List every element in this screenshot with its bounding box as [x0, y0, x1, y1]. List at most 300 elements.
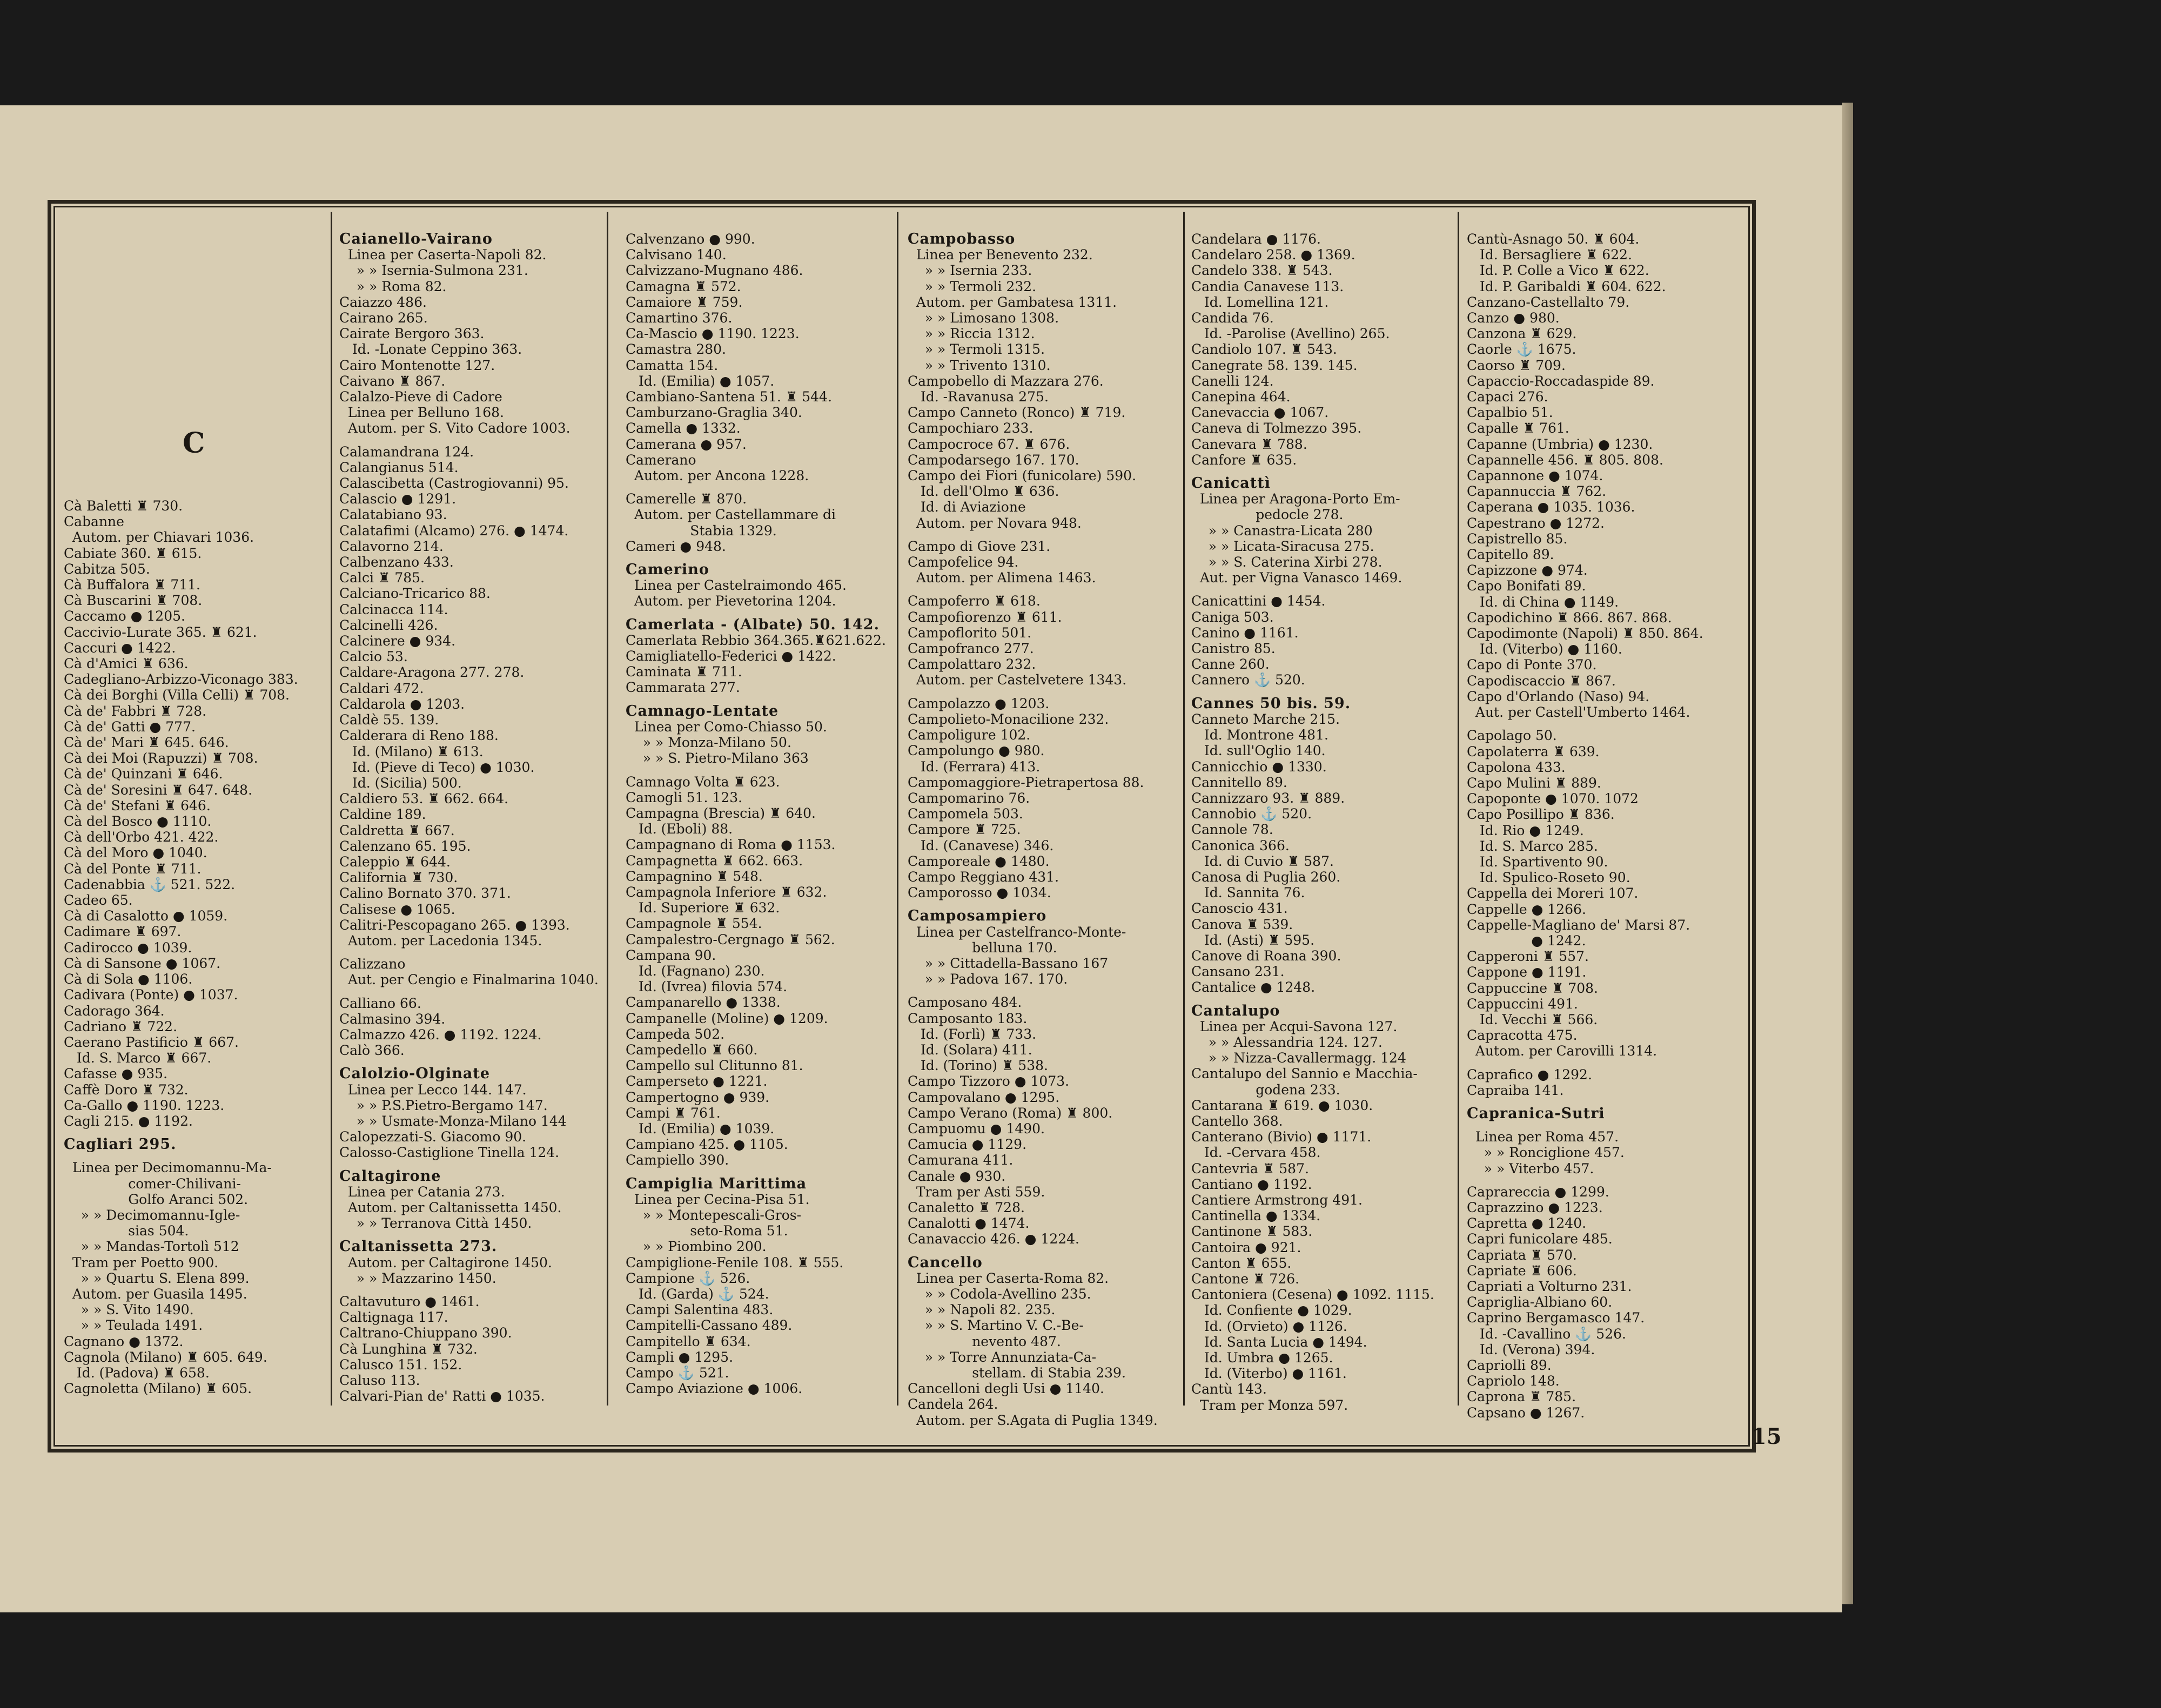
index-entry: Cabitza 505.: [64, 561, 150, 577]
index-entry: Id. (Garda) ⚓ 524.: [626, 1286, 769, 1302]
index-entry: Cantiano ● 1192.: [1191, 1176, 1312, 1192]
index-entry: Campagnino ♜ 548.: [626, 868, 763, 884]
index-column-1: [64, 498, 327, 1708]
index-entry: Canosa di Puglia 260.: [1191, 869, 1341, 885]
index-entry: Id. Santa Lucia ● 1494.: [1191, 1334, 1367, 1350]
index-entry: » » Trivento 1310.: [908, 357, 1051, 373]
index-entry: Caminata ♜ 711.: [626, 664, 742, 680]
index-entry: Canne 260.: [1191, 656, 1270, 673]
index-entry: Capanne (Umbria) ● 1230.: [1467, 436, 1653, 452]
index-entry: Camella ● 1332.: [626, 420, 741, 436]
index-entry: Id. di Cuvio ♜ 587.: [1191, 853, 1334, 869]
index-entry: Campolieto-Monacilione 232.: [908, 711, 1109, 727]
index-entry: Id. (Verona) 394.: [1467, 1341, 1595, 1357]
index-entry: Campo Aviazione ● 1006.: [626, 1381, 803, 1397]
index-entry: Capo di Ponte 370.: [1467, 657, 1597, 673]
index-entry: Cabanne: [64, 514, 124, 530]
index-entry: Campitello ♜ 634.: [626, 1333, 751, 1349]
index-entry: Id. (Solara) 411.: [908, 1041, 1032, 1058]
index-entry: Id. Bersagliere ♜ 622.: [1467, 247, 1632, 263]
index-entry: Capraiba 141.: [1467, 1082, 1564, 1098]
index-entry: Autom. per S. Vito Cadore 1003.: [339, 420, 571, 436]
spacer: [64, 1129, 327, 1137]
spacer: [339, 436, 605, 444]
spacer: [626, 483, 895, 491]
index-entry: Calatabiano 93.: [339, 507, 447, 523]
index-entry: » » Codola-Avellino 235.: [908, 1286, 1091, 1302]
index-entry: Campoflorito 501.: [908, 624, 1032, 641]
index-entry: Canicattini ● 1454.: [1191, 593, 1326, 609]
spacer: [1467, 720, 1742, 728]
index-entry: Cà d'Amici ♜ 636.: [64, 656, 189, 672]
index-entry: Camerelle ♜ 870.: [626, 491, 747, 507]
index-entry: Cannobio ⚓ 520.: [1191, 806, 1312, 822]
index-entry: Calvari-Pian de' Ratti ● 1035.: [339, 1388, 545, 1404]
index-entry: Caiazzo 486.: [339, 294, 427, 310]
index-entry: Autom. per Lacedonia 1345.: [339, 932, 542, 949]
index-entry: Capo Bonifati 89.: [1467, 578, 1586, 594]
index-entry: Capriate ♜ 606.: [1467, 1262, 1577, 1279]
index-entry: Calitri-Pescopagano 265. ● 1393.: [339, 917, 570, 933]
index-entry: Cantinella ● 1334.: [1191, 1208, 1321, 1224]
index-entry: Calavorno 214.: [339, 538, 444, 554]
index-entry: Cagnola (Milano) ♜ 605. 649.: [64, 1349, 267, 1365]
index-entry: » » Termoli 1315.: [908, 341, 1045, 358]
index-entry: Canton ♜ 655.: [1191, 1255, 1292, 1271]
index-entry: Campodarsego 167. 170.: [908, 452, 1079, 468]
spacer: [626, 766, 895, 774]
index-entry: » » Ronciglione 457.: [1467, 1145, 1625, 1161]
index-entry: Calangianus 514.: [339, 459, 459, 475]
index-entry: Id. -Ravanusa 275.: [908, 389, 1049, 405]
spacer: [1467, 1176, 1742, 1184]
index-entry: Aut. per Vigna Vanasco 1469.: [1191, 570, 1402, 586]
index-entry: Calisese ● 1065.: [339, 901, 455, 917]
index-entry: Cantoira ● 921.: [1191, 1239, 1301, 1255]
index-entry: Linea per Benevento 232.: [908, 247, 1093, 263]
index-entry: Id. Vecchi ♜ 566.: [1467, 1011, 1598, 1027]
index-entry: Capolago 50.: [1467, 728, 1557, 744]
index-entry: Calalzo-Pieve di Cadore: [339, 389, 502, 405]
index-entry: Id. -Parolise (Avellino) 265.: [1191, 326, 1390, 342]
index-entry: Calvenzano ● 990.: [626, 231, 755, 247]
index-entry: Camartino 376.: [626, 310, 733, 326]
index-entry: comer-Chilivani-: [64, 1175, 241, 1192]
spacer: [1467, 1121, 1742, 1129]
index-entry: Capaccio-Roccadaspide 89.: [1467, 373, 1655, 389]
index-entry: Cagli 215. ● 1192.: [64, 1113, 193, 1129]
index-column-3: [626, 231, 895, 1441]
index-entry: Id. Umbra ● 1265.: [1191, 1350, 1333, 1366]
index-entry: Capolona 433.: [1467, 759, 1566, 775]
index-entry: Cameri ● 948.: [626, 538, 726, 554]
index-entry: Campione ⚓ 526.: [626, 1270, 750, 1286]
index-entry: Camastra 280.: [626, 341, 726, 358]
index-entry: Canepina 464.: [1191, 389, 1291, 405]
index-entry: Id. (Sicilia) 500.: [339, 775, 462, 791]
index-entry: Linea per Roma 457.: [1467, 1129, 1619, 1145]
index-entry: Cà di Sola ● 1106.: [64, 971, 193, 987]
index-entry: Camposanto 183.: [908, 1010, 1028, 1026]
index-entry: Id. (Viterbo) ● 1161.: [1191, 1366, 1347, 1382]
index-entry: Canneto Marche 215.: [1191, 711, 1340, 727]
index-entry: Cappuccini 491.: [1467, 996, 1578, 1012]
index-entry: Campiano 425. ● 1105.: [626, 1137, 788, 1153]
index-entry: Camburzano-Graglia 340.: [626, 405, 802, 421]
spacer: [339, 949, 605, 956]
index-entry: Canalotti ● 1474.: [908, 1215, 1030, 1232]
index-column-4: [908, 231, 1181, 1441]
index-entry: Camaiore ♜ 759.: [626, 294, 743, 310]
index-entry: Cannizzaro 93. ♜ 889.: [1191, 790, 1345, 806]
index-entry: Cà de' Stefani ♜ 646.: [64, 797, 211, 813]
index-entry: Canegrate 58. 139. 145.: [1191, 357, 1358, 373]
spacer: [626, 1168, 895, 1176]
index-entry: » » Limosano 1308.: [908, 310, 1059, 326]
spacer: [339, 1161, 605, 1168]
index-entry: Camporosso ● 1034.: [908, 885, 1051, 901]
index-entry: Candelara ● 1176.: [1191, 231, 1321, 247]
index-entry: pedocle 278.: [1191, 507, 1344, 523]
index-entry: Id. Spartivento 90.: [1467, 853, 1608, 870]
index-entry: Caivano ♜ 867.: [339, 373, 446, 389]
index-entry: belluna 170.: [908, 939, 1057, 956]
index-entry: Id. (Pieve di Teco) ● 1030.: [339, 759, 535, 775]
index-entry: Id. Rio ● 1249.: [1467, 822, 1584, 838]
index-entry: Calopezzati-S. Giacomo 90.: [339, 1129, 527, 1145]
index-column-6: [1467, 231, 1742, 1441]
index-entry: Id. (Forlì) ♜ 733.: [908, 1026, 1037, 1042]
column-rule: [331, 212, 332, 1406]
index-entry: Id. S. Marco ♜ 667.: [64, 1050, 212, 1066]
index-entry: Campiglione-Fenile 108. ♜ 555.: [626, 1254, 844, 1270]
index-entry: Autom. per Caltagirone 1450.: [339, 1254, 552, 1270]
index-entry: Caltavuturo ● 1461.: [339, 1294, 480, 1309]
index-entry: Cairate Bergoro 363.: [339, 326, 485, 342]
section-heading: Calolzio-Olginate: [339, 1065, 490, 1082]
index-entry: Cà dell'Orbo 421. 422.: [64, 829, 219, 845]
spacer: [908, 987, 1181, 994]
index-entry: Calmasino 394.: [339, 1011, 446, 1027]
index-entry: Calusco 151. 152.: [339, 1356, 462, 1373]
index-entry: Campo Verano (Roma) ♜ 800.: [908, 1105, 1113, 1121]
index-entry: Campofranco 277.: [908, 641, 1034, 657]
index-entry: » » Nizza-Cavallermagg. 124: [1191, 1050, 1406, 1066]
index-entry: Id. -Lonate Ceppino 363.: [339, 341, 522, 358]
index-entry: Cà de' Fabbri ♜ 728.: [64, 703, 207, 719]
index-entry: Capalbio 51.: [1467, 405, 1553, 421]
index-entry: Campeda 502.: [626, 1026, 725, 1042]
index-entry: Capriolo 148.: [1467, 1373, 1560, 1389]
index-entry: Campello sul Clitunno 81.: [626, 1058, 803, 1074]
index-entry: Autom. per Carovilli 1314.: [1467, 1043, 1657, 1059]
index-column-2: [339, 231, 605, 1441]
index-entry: Caltrano-Chiuppano 390.: [339, 1325, 512, 1341]
index-entry: Caccivio-Lurate 365. ♜ 621.: [64, 624, 257, 640]
index-entry: Capperoni ♜ 557.: [1467, 949, 1589, 965]
index-entry: Canonica 366.: [1191, 837, 1290, 853]
index-entry: Id. -Cervara 458.: [1191, 1145, 1321, 1161]
index-entry: Linea per Cecina-Pisa 51.: [626, 1191, 810, 1207]
index-entry: Cà del Bosco ● 1110.: [64, 813, 212, 830]
index-entry: Canzano-Castellalto 79.: [1467, 294, 1630, 310]
index-entry: Capoponte ● 1070. 1072: [1467, 791, 1639, 807]
index-entry: Campovalano ● 1295.: [908, 1089, 1060, 1105]
index-entry: » » Montepescali-Gros-: [626, 1207, 802, 1223]
index-entry: Cà di Casalotto ● 1059.: [64, 908, 228, 924]
index-entry: Id. (Orvieto) ● 1126.: [1191, 1318, 1347, 1334]
index-entry: sias 504.: [64, 1223, 189, 1239]
index-entry: Canino ● 1161.: [1191, 624, 1299, 641]
index-entry: Campomaggiore-Pietrapertosa 88.: [908, 774, 1144, 790]
index-entry: Caorso ♜ 709.: [1467, 357, 1566, 373]
index-entry: Campofelice 94.: [908, 554, 1019, 570]
index-entry: Autom. per S.Agata di Puglia 1349.: [908, 1412, 1158, 1428]
index-entry: Id. (Emilia) ● 1057.: [626, 373, 775, 389]
index-entry: Autom. per Pievetorina 1204.: [626, 593, 836, 609]
index-entry: Cà dei Moi (Rapuzzi) ♜ 708.: [64, 750, 258, 766]
index-entry: Id. P. Garibaldi ♜ 604. 622.: [1467, 278, 1666, 294]
index-entry: Camposano 484.: [908, 994, 1022, 1011]
index-entry: Cadimare ♜ 697.: [64, 924, 182, 940]
index-entry: Caldine 189.: [339, 806, 426, 823]
index-entry: Tram per Asti 559.: [908, 1184, 1045, 1200]
index-entry: Cà de' Quinzani ♜ 646.: [64, 766, 223, 782]
index-entry: Cagnoletta (Milano) ♜ 605.: [64, 1381, 252, 1397]
index-entry: Camerano: [626, 452, 696, 468]
index-entry: Calamandrana 124.: [339, 443, 474, 460]
index-entry: Caprino Bergamasco 147.: [1467, 1310, 1645, 1326]
index-entry: Capistrello 85.: [1467, 530, 1568, 547]
index-entry: Canistro 85.: [1191, 641, 1276, 657]
index-entry: Caprazzino ● 1223.: [1467, 1199, 1603, 1215]
index-entry: nevento 487.: [908, 1333, 1061, 1349]
index-entry: » » Piombino 200.: [626, 1239, 767, 1255]
index-entry: Campomela 503.: [908, 806, 1023, 822]
spacer: [1467, 1059, 1742, 1067]
section-heading: Camerino: [626, 561, 709, 579]
index-entry: » » Licata-Siracusa 275.: [1191, 538, 1374, 554]
section-letter: C: [183, 427, 205, 460]
index-entry: » » S. Pietro-Milano 363: [626, 750, 809, 766]
index-entry: » » Cittadella-Bassano 167: [908, 955, 1109, 971]
index-entry: Cantarana ♜ 619. ● 1030.: [1191, 1097, 1373, 1113]
section-heading: Camposampiero: [908, 907, 1047, 925]
index-entry: Cantevria ♜ 587.: [1191, 1160, 1309, 1176]
index-entry: Cannitello 89.: [1191, 774, 1287, 790]
index-entry: Id. (Torino) ♜ 538.: [908, 1058, 1048, 1074]
spacer: [1191, 688, 1456, 696]
index-entry: Id. Superiore ♜ 632.: [626, 900, 780, 916]
index-entry: Autom. per Caltanissetta 1450.: [339, 1199, 562, 1215]
index-entry: Cantello 368.: [1191, 1113, 1283, 1129]
index-entry: Autom. per Castelvetere 1343.: [908, 672, 1127, 688]
index-entry: Candia Canavese 113.: [1191, 278, 1344, 294]
index-entry: Cappella dei Moreri 107.: [1467, 885, 1639, 902]
index-entry: Campo dei Fiori (funicolare) 590.: [908, 468, 1137, 484]
index-entry: Cà Lunghina ♜ 732.: [339, 1341, 478, 1357]
index-entry: Capannuccia ♜ 762.: [1467, 483, 1607, 500]
index-entry: Caluso 113.: [339, 1373, 420, 1389]
index-entry: Campore ♜ 725.: [908, 822, 1021, 838]
index-entry: Aut. per Cengio e Finalmarina 1040.: [339, 972, 599, 988]
index-entry: Cà Buffalora ♜ 711.: [64, 577, 200, 593]
index-entry: Capalle ♜ 761.: [1467, 420, 1569, 436]
index-entry: Campagnole ♜ 554.: [626, 916, 762, 932]
index-entry: » » P.S.Pietro-Bergamo 147.: [339, 1097, 548, 1113]
index-entry: Golfo Aranci 502.: [64, 1191, 249, 1207]
index-entry: Cagnano ● 1372.: [64, 1333, 184, 1349]
index-entry: Camperseto ● 1221.: [626, 1073, 768, 1090]
index-entry: Caniga 503.: [1191, 609, 1274, 625]
index-entry: Id. Confiente ● 1029.: [1191, 1302, 1352, 1319]
index-entry: » » Canastra-Licata 280: [1191, 522, 1373, 539]
spacer: [626, 609, 895, 617]
index-entry: Campolattaro 232.: [908, 656, 1036, 673]
index-entry: Cancelloni degli Usi ● 1140.: [908, 1381, 1104, 1397]
section-heading: Campiglia Marittima: [626, 1175, 807, 1192]
index-entry: Calbenzano 433.: [339, 554, 454, 570]
index-entry: Cantù 143.: [1191, 1381, 1267, 1397]
index-entry: Autom. per Alimena 1463.: [908, 570, 1096, 586]
index-entry: Cantinone ♜ 583.: [1191, 1223, 1313, 1240]
spacer: [908, 1247, 1181, 1255]
spacer: [908, 900, 1181, 908]
index-entry: Camporeale ● 1480.: [908, 853, 1050, 869]
index-entry: Campoferro ♜ 618.: [908, 593, 1041, 609]
index-entry: Capodichino ♜ 866. 867. 868.: [1467, 609, 1672, 626]
index-entry: Campi Salentina 483.: [626, 1302, 774, 1318]
index-entry: Cairano 265.: [339, 310, 428, 326]
section-heading: Camnago-Lentate: [626, 702, 779, 719]
index-entry: Cà de' Soresini ♜ 647. 648.: [64, 782, 253, 798]
index-entry: Cadenabbia ⚓ 521. 522.: [64, 876, 236, 892]
index-entry: Caldare-Aragona 277. 278.: [339, 664, 525, 681]
index-entry: Canelli 124.: [1191, 373, 1274, 389]
index-entry: Caerano Pastificio ♜ 667.: [64, 1034, 239, 1050]
index-entry: Campagnetta ♜ 662. 663.: [626, 852, 803, 869]
index-entry: Canoscio 431.: [1191, 900, 1288, 917]
section-heading: Caltagirone: [339, 1167, 441, 1185]
index-entry: Canzo ● 980.: [1467, 310, 1560, 326]
index-entry: Cantoniera (Cesena) ● 1092. 1115.: [1191, 1287, 1434, 1303]
index-entry: » » Riccia 1312.: [908, 326, 1035, 342]
index-entry: » » Alessandria 124. 127.: [1191, 1034, 1382, 1050]
index-entry: Cappone ● 1191.: [1467, 964, 1587, 980]
index-entry: Campagnano di Roma ● 1153.: [626, 837, 836, 853]
index-entry: Calenzano 65. 195.: [339, 838, 471, 854]
index-entry: Id. sull'Oglio 140.: [1191, 743, 1326, 759]
index-entry: » » Mandas-Tortolì 512: [64, 1239, 239, 1255]
index-entry: Calmazzo 426. ● 1192. 1224.: [339, 1026, 542, 1043]
index-entry: Autom. per Chiavari 1036.: [64, 529, 254, 546]
index-entry: Calizzano: [339, 956, 406, 972]
index-entry: Linea per Acqui-Savona 127.: [1191, 1018, 1398, 1034]
index-entry: » » Isernia-Sulmona 231.: [339, 263, 528, 279]
index-entry: » » Padova 167. 170.: [908, 971, 1068, 987]
index-entry: Cadivara (Ponte) ● 1037.: [64, 987, 238, 1003]
spacer: [339, 988, 605, 996]
index-entry: Candida 76.: [1191, 310, 1274, 326]
index-entry: Campuomu ● 1490.: [908, 1120, 1045, 1137]
index-entry: Caldiero 53. ♜ 662. 664.: [339, 791, 509, 807]
index-entry: Campanelle (Moline) ● 1209.: [626, 1010, 828, 1026]
index-entry: » » Roma 82.: [339, 278, 447, 294]
spacer: [339, 1058, 605, 1066]
index-entry: Caldarola ● 1203.: [339, 696, 465, 712]
index-entry: Campli ● 1295.: [626, 1349, 734, 1365]
section-heading: Cancello: [908, 1254, 983, 1271]
index-entry: Cabiate 360. ♜ 615.: [64, 545, 202, 561]
index-entry: Campo Tizzoro ● 1073.: [908, 1073, 1070, 1090]
index-entry: » » S. Caterina Xirbi 278.: [1191, 554, 1382, 570]
section-heading: Campobasso: [908, 231, 1016, 247]
index-entry: » » Torre Annunziata-Ca-: [908, 1349, 1097, 1365]
index-entry: Id. (Milano) ♜ 613.: [339, 743, 484, 759]
index-entry: Id. (Asti) ♜ 595.: [1191, 932, 1315, 948]
index-entry: Caleppio ♜ 644.: [339, 853, 451, 870]
index-entry: Autom. per Guasila 1495.: [64, 1286, 247, 1302]
index-entry: Aut. per Castell'Umberto 1464.: [1467, 704, 1690, 721]
index-entry: Cà del Moro ● 1040.: [64, 845, 207, 861]
index-entry: Camatta 154.: [626, 357, 719, 373]
index-entry: Candelaro 258. ● 1369.: [1191, 247, 1355, 263]
index-entry: Cambiano-Santena 51. ♜ 544.: [626, 389, 832, 405]
index-entry: Calatafimi (Alcamo) 276. ● 1474.: [339, 522, 569, 539]
index-entry: Capriata ♜ 570.: [1467, 1247, 1577, 1263]
spacer: [1191, 996, 1456, 1003]
index-entry: Campomarino 76.: [908, 790, 1030, 806]
index-entry: Calliano 66.: [339, 995, 421, 1011]
index-entry: Linea per Decimomannu-Ma-: [64, 1160, 272, 1176]
index-entry: Canevaccia ● 1067.: [1191, 405, 1329, 421]
index-entry: stellam. di Stabia 239.: [908, 1365, 1126, 1381]
index-entry: Cadirocco ● 1039.: [64, 939, 192, 956]
index-entry: Linea per Lecco 144. 147.: [339, 1081, 527, 1098]
index-entry: Canzona ♜ 629.: [1467, 326, 1577, 342]
index-entry: Canterano (Bivio) ● 1171.: [1191, 1129, 1372, 1145]
index-entry: Id. P. Colle a Vico ♜ 622.: [1467, 263, 1649, 279]
index-entry: Capodimonte (Napoli) ♜ 850. 864.: [1467, 626, 1703, 642]
index-entry: Caltignaga 117.: [339, 1309, 448, 1326]
section-heading: Cagliari 295.: [64, 1136, 177, 1153]
index-entry: Id. di China ● 1149.: [1467, 594, 1619, 610]
index-entry: Capriati a Volturno 231.: [1467, 1279, 1632, 1294]
index-entry: Linea per Castelraimondo 465.: [626, 577, 847, 594]
column-rule: [607, 212, 608, 1406]
index-column-5: [1191, 231, 1456, 1441]
index-entry: Capsano ● 1267.: [1467, 1404, 1585, 1421]
index-entry: Caperana ● 1035. 1036.: [1467, 499, 1635, 515]
index-entry: Cantalice ● 1248.: [1191, 979, 1316, 996]
index-entry: Tram per Monza 597.: [1191, 1397, 1348, 1413]
index-entry: Stabia 1329.: [626, 522, 777, 539]
index-entry: Calvisano 140.: [626, 247, 727, 263]
index-entry: Cappelle ● 1266.: [1467, 901, 1586, 917]
index-entry: Capriglia-Albiano 60.: [1467, 1294, 1613, 1310]
index-entry: Capo Mulini ♜ 889.: [1467, 775, 1601, 791]
index-entry: Autom. per Gambatesa 1311.: [908, 294, 1117, 310]
index-entry: Campana 90.: [626, 947, 716, 963]
index-entry: Id. S. Marco 285.: [1467, 838, 1598, 854]
section-heading: Capranica-Sutri: [1467, 1105, 1605, 1122]
index-entry: » » Viterbo 457.: [1467, 1160, 1594, 1176]
index-entry: Campo ⚓ 521.: [626, 1365, 729, 1381]
index-entry: Cà dei Borghi (Villa Celli) ♜ 708.: [64, 687, 290, 703]
index-entry: Cà del Ponte ♜ 711.: [64, 860, 202, 877]
spacer: [908, 531, 1181, 539]
index-entry: Caorle ⚓ 1675.: [1467, 341, 1576, 358]
